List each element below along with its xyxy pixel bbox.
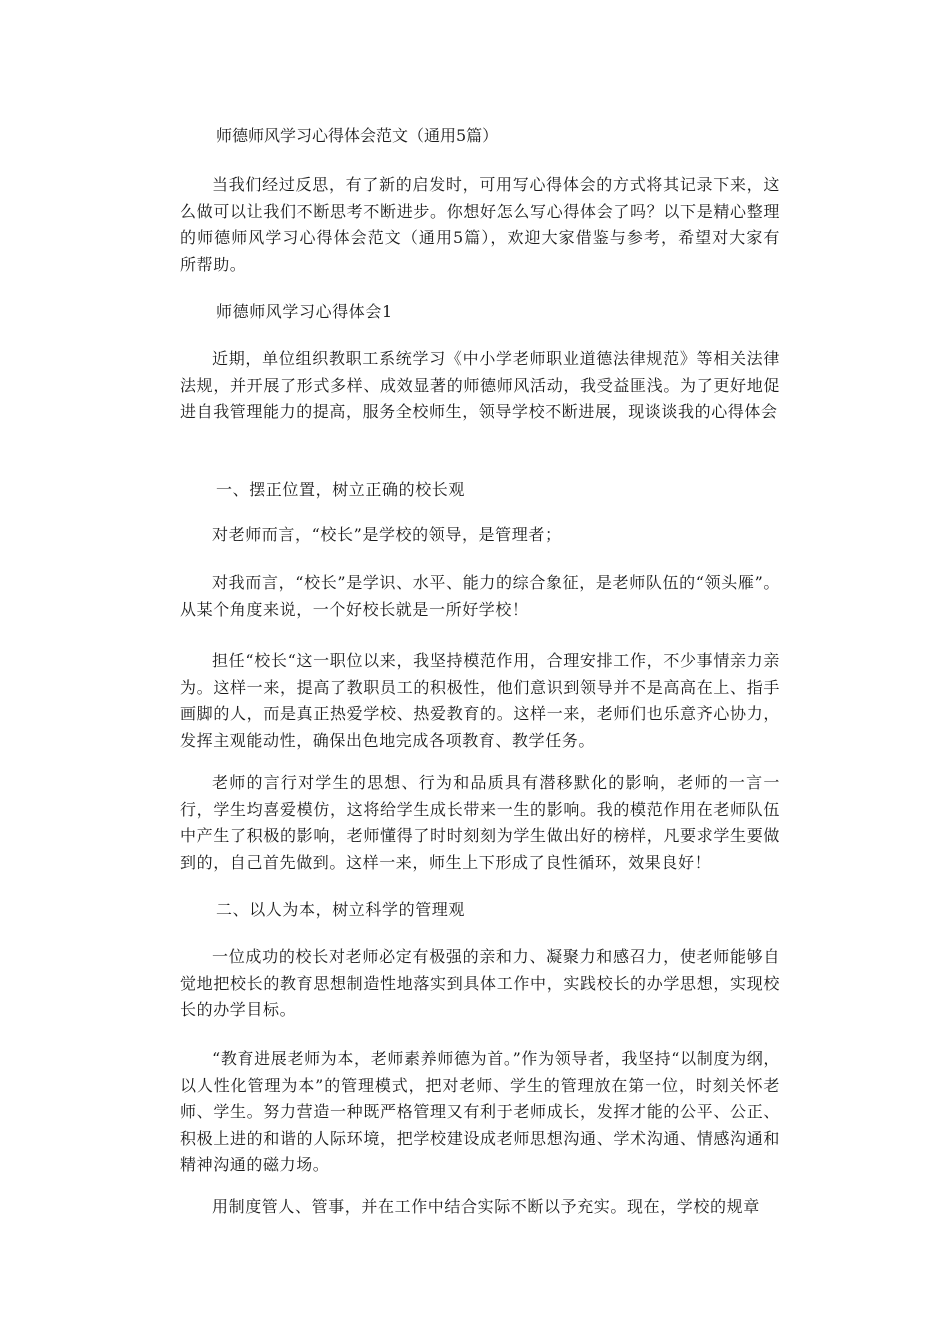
- paragraph-4: 担任“校长“这一职位以来，我坚持模范作用，合理安排工作，不少事情亲力亲为。这样一来，提高了教职员工的积极性，他们意识到领导并不是高高在上、指手画脚的人，而是真正热爱学校、热爱教育的。这样一来，老师们也乐意齐心协力，发挥主观能动性，确保出色地完成各项教育、教学任务。: [180, 651, 780, 750]
- section-title: 师德师风学习心得体会1: [216, 302, 393, 321]
- paragraph-2: 对老师而言，“校长”是学校的领导，是管理者；: [212, 525, 562, 544]
- paragraph-3: 对我而言，“校长”是学识、水平、能力的综合象征，是老师队伍的“领头雁”。从某个角度来说，一个好校长就是一所好学校！: [180, 573, 780, 619]
- intro-paragraph: 当我们经过反思，有了新的启发时，可用写心得体会的方式将其记录下来，这么做可以让我们不断思考不断进步。你想好怎么写心得体会了吗？以下是精心整理的师德师风学习心得体会范文（通用5篇），欢迎大家借鉴与参考，希望对大家有所帮助。: [180, 175, 780, 274]
- paragraph-6: 一位成功的校长对老师必定有极强的亲和力、凝聚力和感召力，使老师能够自觉地把校长的教育思想制造性地落实到具体工作中，实践校长的办学思想，实现校长的办学目标。: [180, 947, 780, 1019]
- heading-2: 二、以人为本，树立科学的管理观: [216, 900, 466, 919]
- paragraph-5: 老师的言行对学生的思想、行为和品质具有潜移默化的影响，老师的一言一行，学生均喜爱模仿，这将给学生成长带来一生的影响。我的模范作用在老师队伍中产生了积极的影响，老师懂得了时时刻刻为学生做出好的榜样，凡要求学生要做到的，自己首先做到。这样一来，师生上下形成了良性循环，效果良好！: [180, 773, 780, 872]
- paragraph-1: 近期，单位组织教职工系统学习《中小学老师职业道德法律规范》等相关法律法规，并开展了形式多样、成效显著的师德师风活动，我受益匪浅。为了更好地促进自我管理能力的提高，服务全校师生，领导学校不断进展，现谈谈我的心得体会: [180, 349, 780, 421]
- heading-1: 一、摆正位置，树立正确的校长观: [216, 480, 466, 499]
- document-title: 师德师风学习心得体会范文（通用5篇）: [216, 126, 499, 145]
- paragraph-8: 用制度管人、管事，并在工作中结合实际不断以予充实。现在，学校的规章: [212, 1197, 760, 1216]
- paragraph-7: “教育进展老师为本，老师素养师德为首。”作为领导者，我坚持“以制度为纲，以人性化管理为本”的管理模式，把对老师、学生的管理放在第一位，时刻关怀老师、学生。努力营造一种既严格管理又有利于老师成长，发挥才能的公平、公正、积极上进的和谐的人际环境，把学校建设成老师思想沟通、学术沟通、情感沟通和精神沟通的磁力场。: [180, 1049, 780, 1174]
